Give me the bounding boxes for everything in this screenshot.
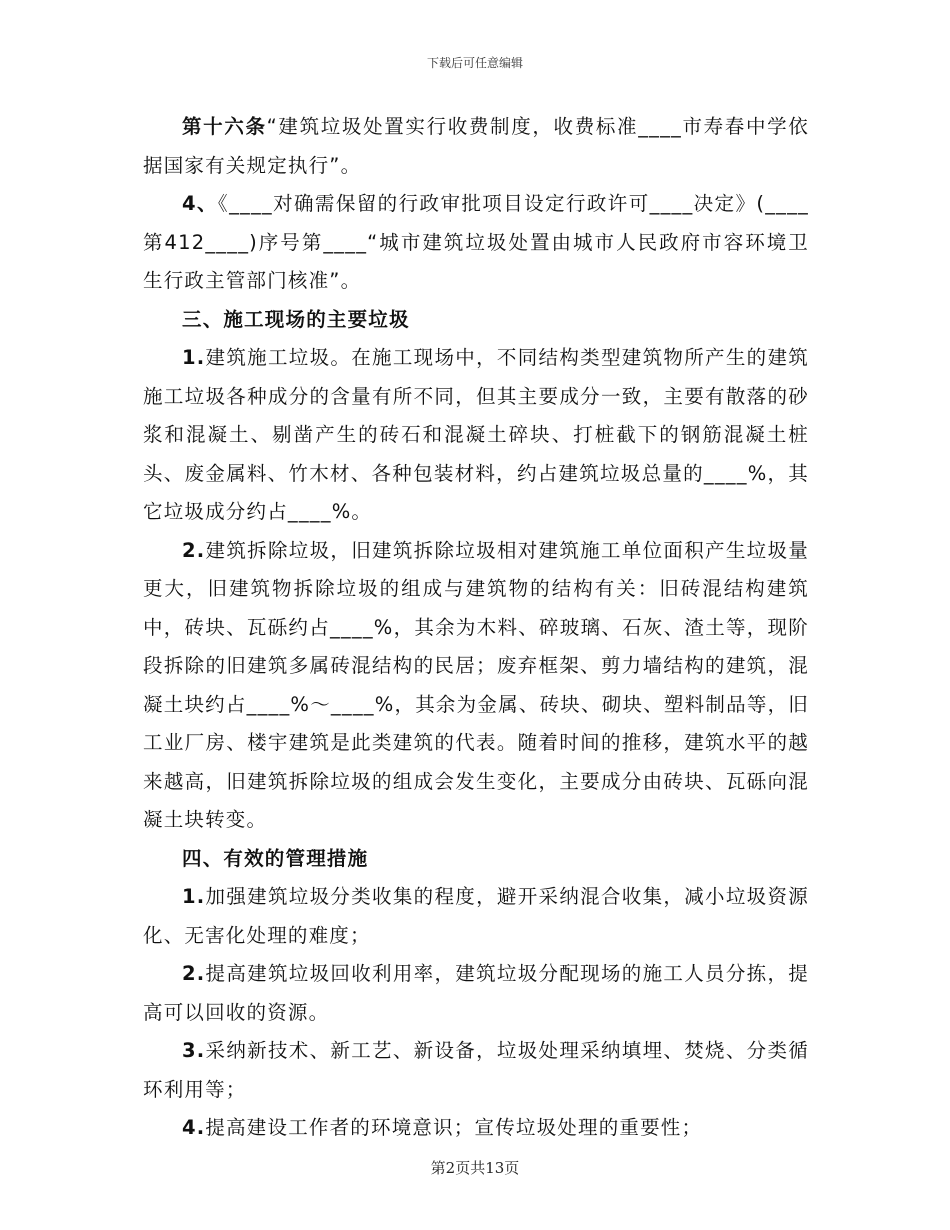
paragraph-text: 提高建设工作者的环境意识；宣传垃圾处理的重要性； bbox=[205, 1116, 703, 1139]
document-body bbox=[143, 108, 809, 1148]
paragraph-text: 采纳新技术、新工艺、新设备，垃圾处理采纳填埋、焚烧、分类循环利用等； bbox=[143, 1039, 809, 1101]
paragraph-article-16 bbox=[143, 108, 809, 185]
paragraph-measure-1 bbox=[143, 878, 809, 955]
paragraph-lead: 1. bbox=[182, 885, 206, 908]
paragraph-lead: 2. bbox=[182, 538, 206, 562]
paragraph-lead: 3. bbox=[182, 1039, 206, 1062]
header-note: 下载后可任意编辑 bbox=[426, 56, 523, 70]
paragraph-measure-2 bbox=[143, 955, 809, 1032]
paragraph-construction-waste bbox=[143, 339, 809, 532]
paragraph-text: “建筑垃圾处置实行收费制度，收费标准____市寿春中学依据国家有关规定执行”。 bbox=[143, 115, 809, 177]
paragraph-item-4 bbox=[143, 185, 809, 301]
section-heading-4: 四、有效的管理措施 bbox=[182, 846, 369, 870]
paragraph-text: 建筑施工垃圾。在施工现场中，不同结构类型建筑物所产生的建筑施工垃圾各种成分的含量有所不同，但其主要成分一致，主要有散落的砂浆和混凝土、剔凿产生的砖石和混凝土碎块、打桩截下的钢筋混凝土桩头、废金属料、竹木材、各种包装材料，约占建筑垃圾总量的____%，其它垃圾成分约占____%。 bbox=[143, 346, 809, 523]
paragraph-lead: 4. bbox=[182, 1116, 206, 1139]
page-footer: 第2页共13页 bbox=[430, 1159, 520, 1177]
paragraph-lead: 4、 bbox=[182, 192, 218, 215]
paragraph-text: 建筑拆除垃圾，旧建筑拆除垃圾相对建筑施工单位面积产生垃圾量更大，旧建筑物拆除垃圾的组成与建筑物的结构有关：旧砖混结构建筑中，砖块、瓦砾约占____%，其余为木料、碎玻璃、石灰、渣土等，现阶段拆除的旧建筑多属砖混结构的民居；废弃框架、剪力墙结构的建筑，混凝土块约占____%～____%，其余为金属、砖块、砌块、塑料制品等，旧工业厂房、楼宇建筑是此类建筑的代表。随着时间的推移，建筑水平的越来越高，旧建筑拆除垃圾的组成会发生变化，主要成分由砖块、瓦砾向混凝土块转变。 bbox=[143, 538, 809, 831]
paragraph-demolition-waste bbox=[143, 532, 809, 840]
paragraph-lead: 2. bbox=[182, 962, 206, 985]
paragraph-text: 加强建筑垃圾分类收集的程度，避开采纳混合收集，减小垃圾资源化、无害化处理的难度； bbox=[143, 885, 809, 947]
paragraph-measure-4 bbox=[143, 1109, 809, 1148]
paragraph-lead: 1. bbox=[182, 346, 206, 369]
section-heading-3: 三、施工现场的主要垃圾 bbox=[182, 307, 410, 331]
paragraph-lead: 第十六条 bbox=[182, 115, 267, 138]
paragraph-measure-3 bbox=[143, 1032, 809, 1109]
paragraph-text: 提高建筑垃圾回收利用率，建筑垃圾分配现场的施工人员分拣，提高可以回收的资源。 bbox=[143, 962, 809, 1024]
paragraph-text: 《____对确需保留的行政审批项目设定行政许可____决定》(____第412____)序号第____“城市建筑垃圾处置由城市人民政府市容环境卫生行政主管部门核准”。 bbox=[143, 192, 809, 292]
